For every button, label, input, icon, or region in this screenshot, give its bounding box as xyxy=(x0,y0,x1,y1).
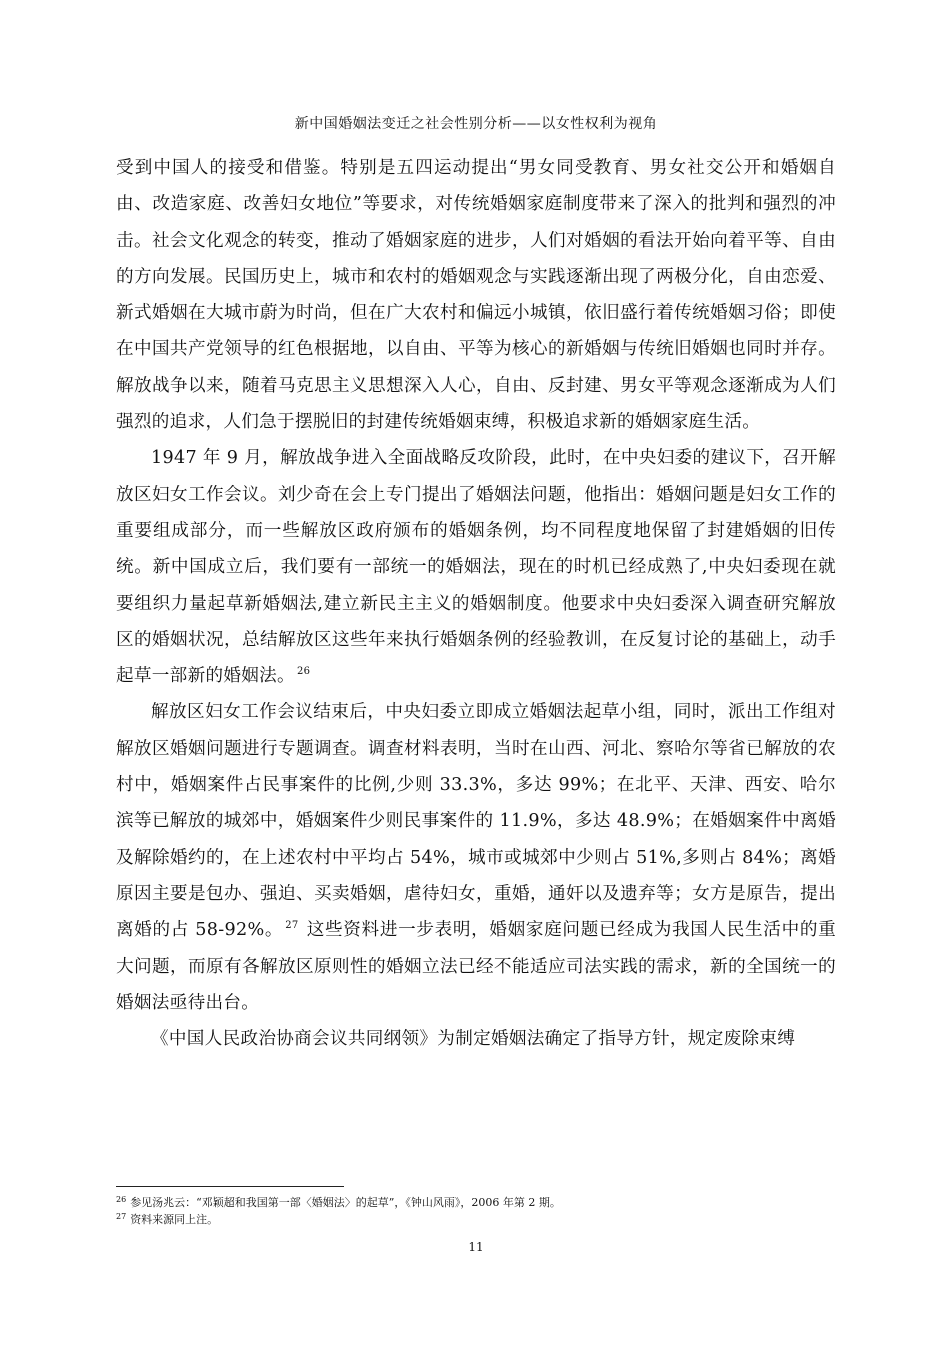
footnotes xyxy=(116,1194,836,1228)
footnote-text: 参见汤兆云：“邓颖超和我国第一部〈婚姻法〉的起草”，《钟山风雨》，2006 年第 2 期。 xyxy=(130,1196,561,1209)
footnote-separator xyxy=(116,1186,344,1187)
footnote-26 xyxy=(116,1194,836,1211)
page-number: 11 xyxy=(468,1240,484,1254)
paragraph-2 xyxy=(116,440,836,694)
footnote-number: 26 xyxy=(116,1195,127,1204)
body-text xyxy=(116,150,836,1057)
paragraph-3-text-b: 这些资料进一步表明，婚姻家庭问题已经成为我国人民生活中的重大问题，而原有各解放区原则性的婚姻立法已经不能适应司法实践的需求，新的全国统一的婚姻法亟待出台。 xyxy=(116,920,836,1013)
footnote-number: 27 xyxy=(116,1212,127,1221)
footnote-ref-26[interactable]: 26 xyxy=(296,666,311,678)
running-header: 新中国婚姻法变迁之社会性别分析——以女性权利为视角 xyxy=(294,116,658,132)
paragraph-2-text: 1947 年 9 月，解放战争进入全面战略反攻阶段，此时，在中央妇委的建议下，召开解放区妇女工作会议。刘少奇在会上专门提出了婚姻法问题，他指出：婚姻问题是妇女工作的重要组成部分，而一些解放区政府颁布的婚姻条例，均不同程度地保留了封建婚姻的旧传统。新中国成立后，我们要有一部统一的婚姻法，现在的时机已经成熟了,中央妇委现在就要组织力量起草新婚姻法,建立新民主主义的婚姻制度。他要求中央妇委深入调查研究解放区的婚姻状况，总结解放区这些年来执行婚姻条例的经验教训，在反复讨论的基础上，动手起草一部新的婚姻法。 xyxy=(116,448,836,687)
footnote-ref-27[interactable]: 27 xyxy=(285,920,299,932)
paragraph-3-text-a: 解放区妇女工作会议结束后，中央妇委立即成立婚姻法起草小组，同时，派出工作组对解放区婚姻问题进行专题调查。调查材料表明，当时在山西、河北、察哈尔等省已解放的农村中，婚姻案件占民事案件的比例,少则 33.3%，多达 99%；在北平、天津、西安、哈尔滨等已解放的城郊中，婚姻案件少则民事案件的 11.9%，多达 48.9%；在婚姻案件中离婚及解除婚约的，在上述农村中平均占 54%，城市或城郊中少则占 51%,多则占 84%；离婚原因主要是包办、强迫、买卖婚姻，虐待妇女，重婚，通奸以及遗弃等；女方是原告，提出离婚的占 58-92%。 xyxy=(116,702,836,941)
paragraph-1 xyxy=(116,150,836,440)
paragraph-3 xyxy=(116,694,836,1021)
paragraph-4 xyxy=(116,1021,836,1057)
footnote-text: 资料来源同上注。 xyxy=(130,1213,219,1226)
paragraph-4-text: 《中国人民政治协商会议共同纲领》为制定婚姻法确定了指导方针，规定废除束缚 xyxy=(151,1029,796,1050)
footnote-27 xyxy=(116,1211,836,1228)
paragraph-1-text: 受到中国人的接受和借鉴。特别是五四运动提出“男女同受教育、男女社交公开和婚姻自由、改造家庭、改善妇女地位”等要求，对传统婚姻家庭制度带来了深入的批判和强烈的冲击。社会文化观念的转变，推动了婚姻家庭的进步，人们对婚姻的看法开始向着平等、自由的方向发展。民国历史上，城市和农村的婚姻观念与实践逐渐出现了两极分化，自由恋爱、新式婚姻在大城市蔚为时尚，但在广大农村和偏远小城镇，依旧盛行着传统婚姻习俗；即使在中国共产党领导的红色根据地，以自由、平等为核心的新婚姻与传统旧婚姻也同时并存。解放战争以来，随着马克思主义思想深入人心，自由、反封建、男女平等观念逐渐成为人们强烈的追求，人们急于摆脱旧的封建传统婚姻束缚，积极追求新的婚姻家庭生活。 xyxy=(116,158,836,433)
